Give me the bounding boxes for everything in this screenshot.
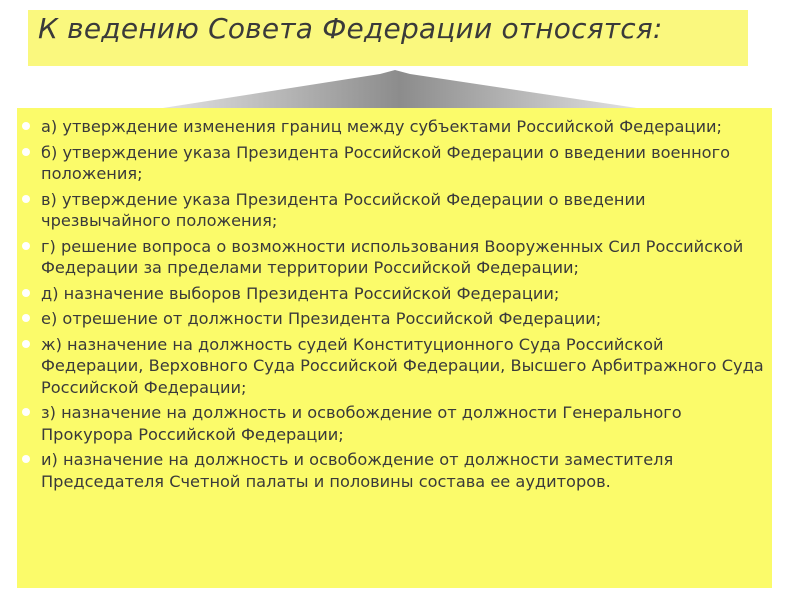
list-item xyxy=(17,189,772,232)
slide-title: К ведению Совета Федерации относятся: xyxy=(38,12,663,45)
bullet-icon xyxy=(22,289,30,297)
bullet-icon xyxy=(22,340,30,348)
powers-list xyxy=(17,116,772,496)
list-item-text: а) утверждение изменения границ между субъектами Российской Федерации; xyxy=(41,117,722,136)
bullet-icon xyxy=(22,122,30,130)
list-item-text: д) назначение выборов Президента Российской Федерации; xyxy=(41,283,560,303)
list-item-text: г) решение вопроса о возможности использования Вооруженных Сил Российской Федерации за пределами территории Российской Федерации; xyxy=(41,236,744,277)
title-banner xyxy=(28,10,748,66)
bullet-icon xyxy=(22,314,30,322)
list-item-text: в) утверждение указа Президента Российской Федерации о введении чрезвычайного положения; xyxy=(41,189,646,230)
list-item-text: е) отрешение от должности Президента Российской Федерации; xyxy=(41,309,602,328)
list-item xyxy=(17,449,772,492)
bullet-icon xyxy=(22,455,30,463)
content-panel xyxy=(17,108,772,588)
bullet-icon xyxy=(22,148,30,156)
list-item xyxy=(17,236,772,279)
list-item xyxy=(17,334,772,399)
list-item xyxy=(17,116,772,138)
list-item xyxy=(17,308,772,330)
bullet-icon xyxy=(22,195,30,203)
list-item-text: б) утверждение указа Президента Российской Федерации о введении военного положения; xyxy=(41,142,730,183)
list-item-text: и) назначение на должность и освобождение от должности заместителя Председателя Счетной палаты и половины состава ее аудиторов. xyxy=(41,450,674,491)
bullet-icon xyxy=(22,242,30,250)
list-item xyxy=(17,402,772,445)
list-item xyxy=(17,142,772,185)
roof-shape xyxy=(150,70,650,110)
list-item-text: з) назначение на должность и освобождение от должности Генерального Прокурора Российской Федерации; xyxy=(41,403,682,444)
bullet-icon xyxy=(22,408,30,416)
list-item xyxy=(17,283,772,305)
list-item-text: ж) назначение на должность судей Конституционного Суда Российской Федерации, Верховного Суда Российской Федерации, Высшего Арбитражного Суда Российской Федерации; xyxy=(41,334,764,397)
